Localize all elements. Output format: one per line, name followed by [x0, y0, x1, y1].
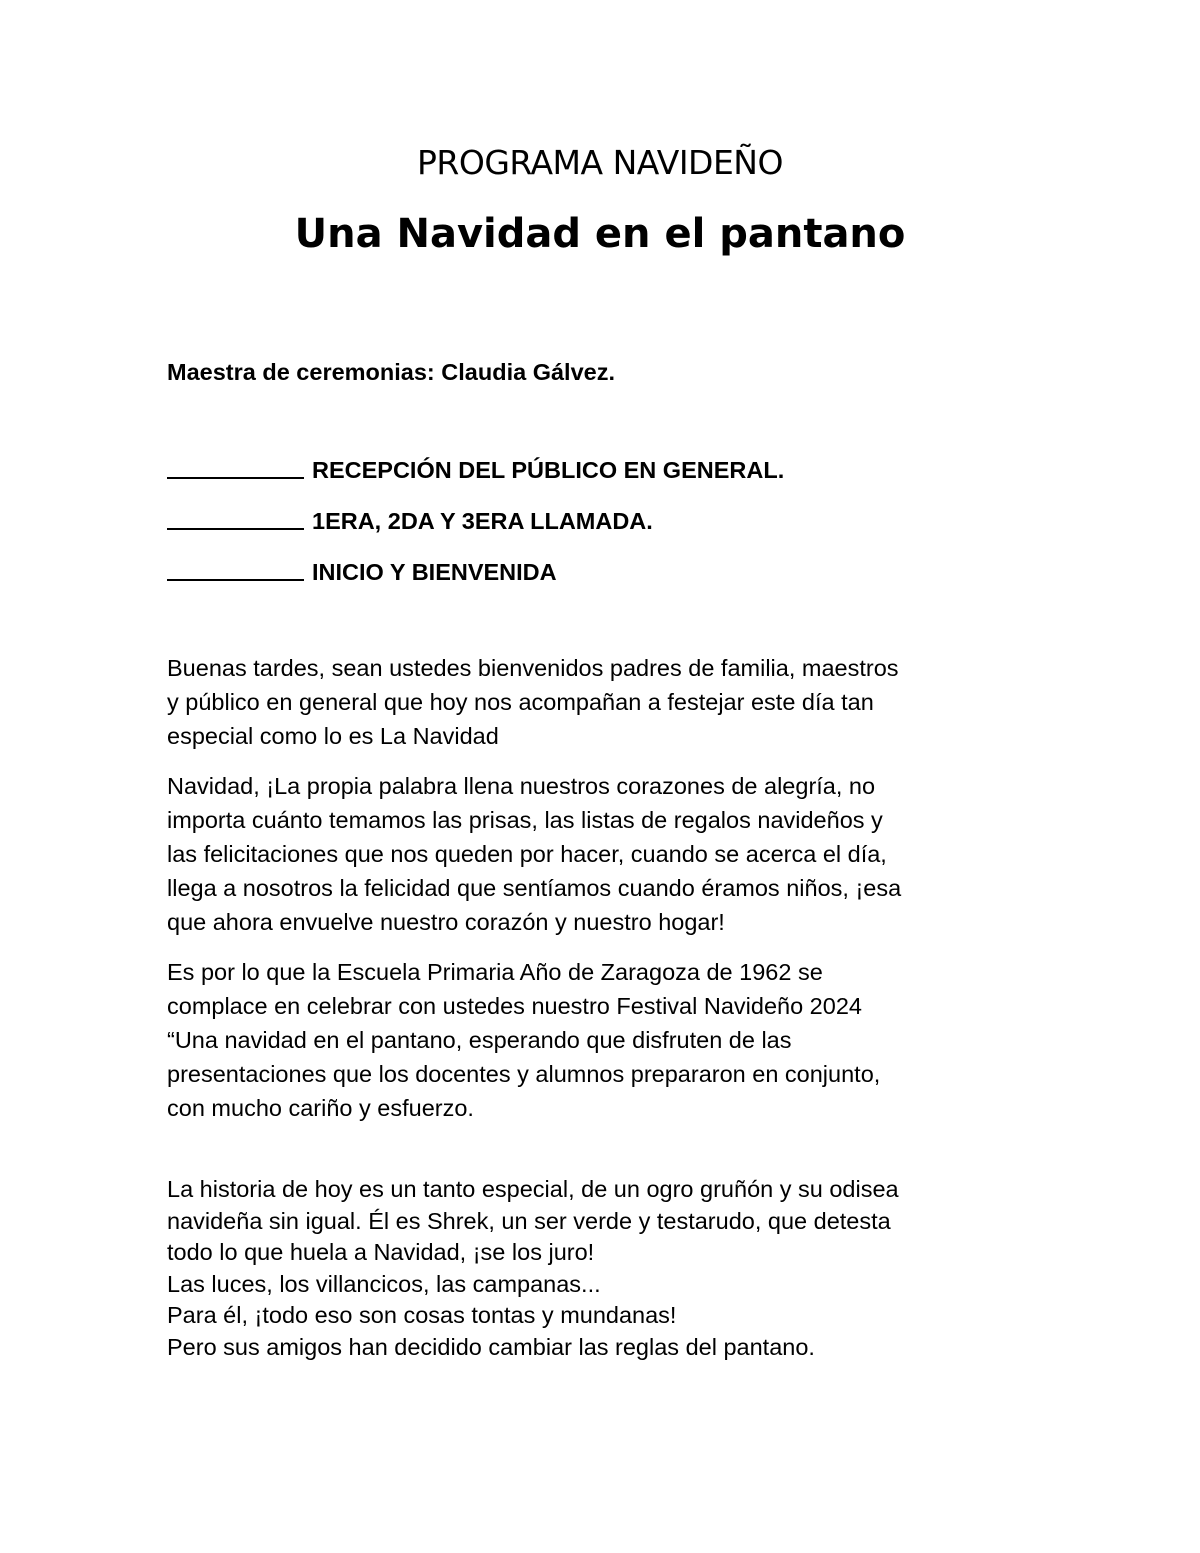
story-paragraph: [167, 1174, 1047, 1363]
text-line: complace en celebrar con ustedes nuestro Festival Navideño 2024: [167, 993, 862, 1019]
blank-line: [167, 457, 304, 479]
text-line: todo lo que huela a Navidad, ¡se los juro!: [167, 1239, 595, 1265]
text-line: Navidad, ¡La propia palabra llena nuestros corazones de alegría, no: [167, 773, 876, 799]
text-line: especial como lo es La Navidad: [167, 723, 499, 749]
text-line: que ahora envuelve nuestro corazón y nuestro hogar!: [167, 909, 725, 935]
program-item-label: INICIO Y BIENVENIDA: [312, 559, 557, 585]
blank-line: [167, 508, 304, 530]
text-line: Pero sus amigos han decidido cambiar las reglas del pantano.: [167, 1333, 815, 1360]
program-subtitle: Una Navidad en el pantano: [294, 211, 906, 257]
program-item-label: 1ERA, 2DA Y 3ERA LLAMADA.: [312, 508, 653, 534]
text-line: llega a nosotros la felicidad que sentíamos cuando éramos niños, ¡esa: [167, 875, 902, 901]
program-item-label: RECEPCIÓN DEL PÚBLICO EN GENERAL.: [312, 457, 785, 483]
master-of-ceremonies: Maestra de ceremonias: Claudia Gálvez.: [167, 359, 615, 385]
text-line: navideña sin igual. Él es Shrek, un ser verde y testarudo, que detesta: [167, 1207, 891, 1234]
christmas-paragraph: [167, 769, 1047, 939]
text-line: con mucho cariño y esfuerzo.: [167, 1095, 474, 1121]
text-line: La historia de hoy es un tanto especial, de un ogro gruñón y su odisea: [167, 1176, 899, 1202]
program-item: [167, 504, 1067, 555]
blank-line: [167, 559, 304, 581]
program-item: [167, 453, 1067, 504]
text-line: Las luces, los villancicos, las campanas...: [167, 1270, 601, 1297]
text-line: importa cuánto temamos las prisas, las listas de regalos navideños y: [167, 807, 883, 833]
program-title: PROGRAMA NAVIDEÑO: [417, 143, 783, 182]
school-paragraph: [167, 955, 1047, 1125]
program-item: [167, 555, 1067, 606]
text-line: y público en general que hoy nos acompañan a festejar este día tan: [167, 689, 874, 715]
welcome-paragraph: [167, 651, 1047, 753]
text-line: Buenas tardes, sean ustedes bienvenidos padres de familia, maestros: [167, 655, 899, 681]
text-line: “Una navidad en el pantano, esperando que disfruten de las: [167, 1027, 792, 1053]
text-line: presentaciones que los docentes y alumnos prepararon en conjunto,: [167, 1061, 881, 1087]
text-line: Es por lo que la Escuela Primaria Año de Zaragoza de 1962 se: [167, 959, 823, 985]
text-line: Para él, ¡todo eso son cosas tontas y mundanas!: [167, 1302, 677, 1328]
text-line: las felicitaciones que nos queden por hacer, cuando se acerca el día,: [167, 841, 887, 867]
program-list: [167, 453, 1067, 606]
